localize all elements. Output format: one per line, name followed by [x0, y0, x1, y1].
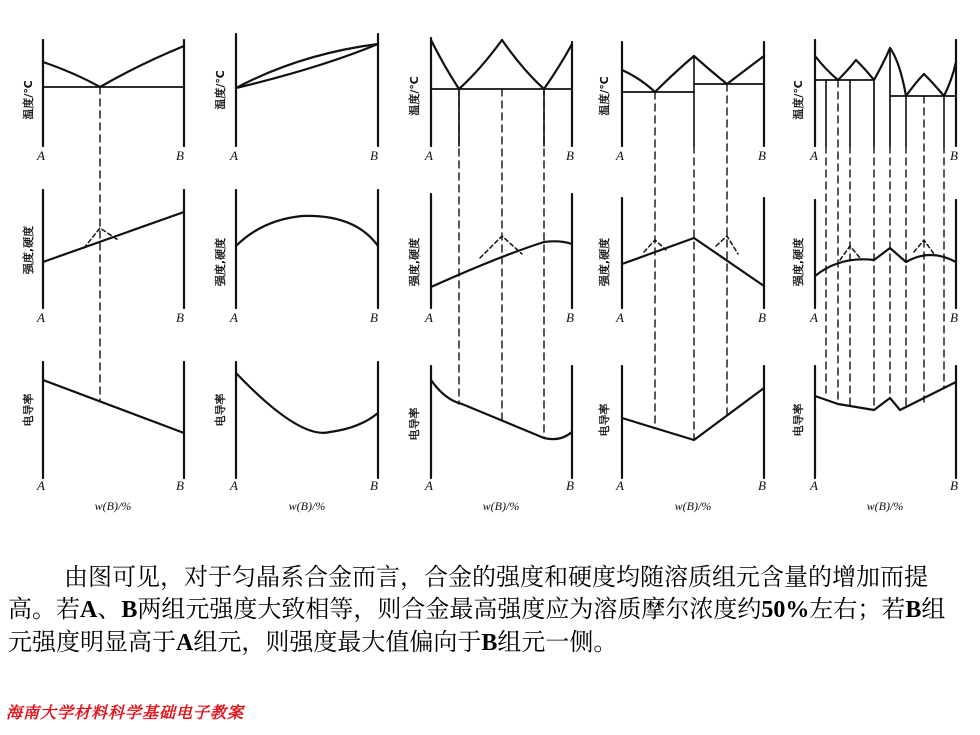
panel-1 [43, 40, 184, 478]
caption-part-6: 组元一侧。 [497, 628, 618, 656]
panel-1-conductivity-axis-b: B [176, 478, 184, 493]
panel-5-conductivity-axis-a: A [810, 478, 818, 493]
panel-2-conductivity-plot [236, 362, 378, 478]
caption-a-1: A [80, 597, 98, 623]
panel-2-strength-plot [236, 190, 378, 308]
panel-1-strength-axis-b: B [176, 310, 184, 325]
panel-5-temp-axis-b: B [950, 148, 958, 163]
panel-1-temp-ylabel: 温度/℃ [22, 80, 35, 120]
footer-courseware-title: 海南大学材料科学基础电子教案 [6, 703, 245, 722]
panel-4-strength-plot [622, 198, 764, 308]
panel-4-conductivity-ylabel: 电导率 [598, 403, 611, 437]
panel-4-conductivity-axis-a: A [616, 478, 624, 493]
caption-part-3: 左右；若 [809, 595, 906, 623]
panel-2-conductivity-ylabel: 电导率 [214, 393, 227, 427]
panel-5-xlabel: w(B)/% [866, 499, 904, 513]
panel-1-strength-ylabel: 强度,硬度 [22, 225, 35, 275]
panel-1-conductivity-plot [43, 362, 184, 478]
panel-4 [622, 42, 764, 478]
panel-5-conductivity-ylabel: 电导率 [792, 403, 805, 437]
panel-3-strength-axis-b: B [566, 310, 574, 325]
panel-4-temp-ylabel: 温度/℃ [598, 76, 611, 116]
panel-2-xlabel: w(B)/% [288, 499, 326, 513]
panel-4-strength-ylabel: 强度,硬度 [598, 237, 611, 287]
panel-2-conductivity-axis-a: A [230, 478, 238, 493]
panel-5-strength-axis-a: A [810, 310, 818, 325]
panel-3-xlabel: w(B)/% [482, 499, 520, 513]
panel-5-strength-axis-b: B [950, 310, 958, 325]
panel-3-temp-axis-b: B [566, 148, 574, 163]
panel-2-strength-axis-a: A [230, 310, 238, 325]
panel-4-temp-axis-b: B [758, 148, 766, 163]
caption-b-3: B [481, 630, 498, 656]
panel-2-strength-axis-b: B [370, 310, 378, 325]
panel-5-conductivity-axis-b: B [950, 478, 958, 493]
panel-4-xlabel: w(B)/% [674, 499, 712, 513]
panel-1-xlabel: w(B)/% [94, 499, 132, 513]
caption-part-1: 由图可见，对于匀晶系合金而言，合金的强度和硬度均随溶质组元含量的增加而提高。若 [8, 563, 928, 623]
panel-3-strength-ylabel: 强度,硬度 [408, 237, 421, 287]
panel-2-temp-ylabel: 温度/℃ [214, 70, 227, 110]
panel-4-temperature-plot [622, 42, 764, 146]
panel-2-conductivity-axis-b: B [370, 478, 378, 493]
caption-b-1: B [121, 597, 138, 623]
panel-3-conductivity-ylabel: 电导率 [408, 407, 421, 441]
caption-part-5: 组元，则强度最大值偏向于 [193, 628, 482, 656]
panel-5-temp-ylabel: 温度/℃ [792, 80, 805, 120]
panel-4-temp-axis-a: A [616, 148, 624, 163]
panel-4-conductivity-plot [622, 366, 764, 478]
panel-1-temperature-plot [43, 40, 184, 146]
panel-3-temp-axis-a: A [425, 148, 433, 163]
panel-1-strength-axis-a: A [37, 310, 45, 325]
panel-5-strength-ylabel: 强度,硬度 [792, 237, 805, 287]
panel-4-conductivity-axis-b: B [758, 478, 766, 493]
panel-1-temp-axis-a: A [37, 148, 45, 163]
caption-a-2: A [176, 630, 194, 656]
caption-part-4: 组元强度明显高于 [8, 595, 946, 656]
caption-b-2: B [905, 597, 922, 623]
panel-1-strength-plot [43, 190, 184, 308]
panel-2 [236, 34, 378, 478]
panel-5-strength-plot [815, 200, 956, 308]
panel-1-temp-axis-b: B [176, 148, 184, 163]
panel-1-conductivity-ylabel: 电导率 [22, 393, 35, 427]
panel-4-strength-axis-a: A [616, 310, 624, 325]
panel-4-strength-axis-b: B [758, 310, 766, 325]
panel-5 [815, 40, 956, 478]
panel-2-strength-ylabel: 强度,硬度 [214, 237, 227, 287]
panel-5-temp-axis-a: A [810, 148, 818, 163]
panel-3-conductivity-axis-b: B [566, 478, 574, 493]
panel-2-temp-axis-a: A [230, 148, 238, 163]
caption-percent: 50% [761, 597, 810, 623]
panel-3-strength-axis-a: A [425, 310, 433, 325]
caption-text [8, 561, 958, 659]
caption-part-2: 两组元强度大致相等，则合金最高强度应为溶质摩尔浓度约 [137, 595, 762, 623]
caption-sep: 、 [97, 595, 122, 623]
panel-2-temperature-plot [236, 34, 378, 146]
panel-1-conductivity-axis-a: A [37, 478, 45, 493]
panel-3-temp-ylabel: 温度/℃ [408, 76, 421, 116]
panel-3 [431, 38, 572, 478]
panel-5-conductivity-plot [815, 366, 956, 478]
panel-5-temperature-plot [815, 40, 956, 146]
panel-3-conductivity-axis-a: A [425, 478, 433, 493]
panel-2-temp-axis-b: B [370, 148, 378, 163]
